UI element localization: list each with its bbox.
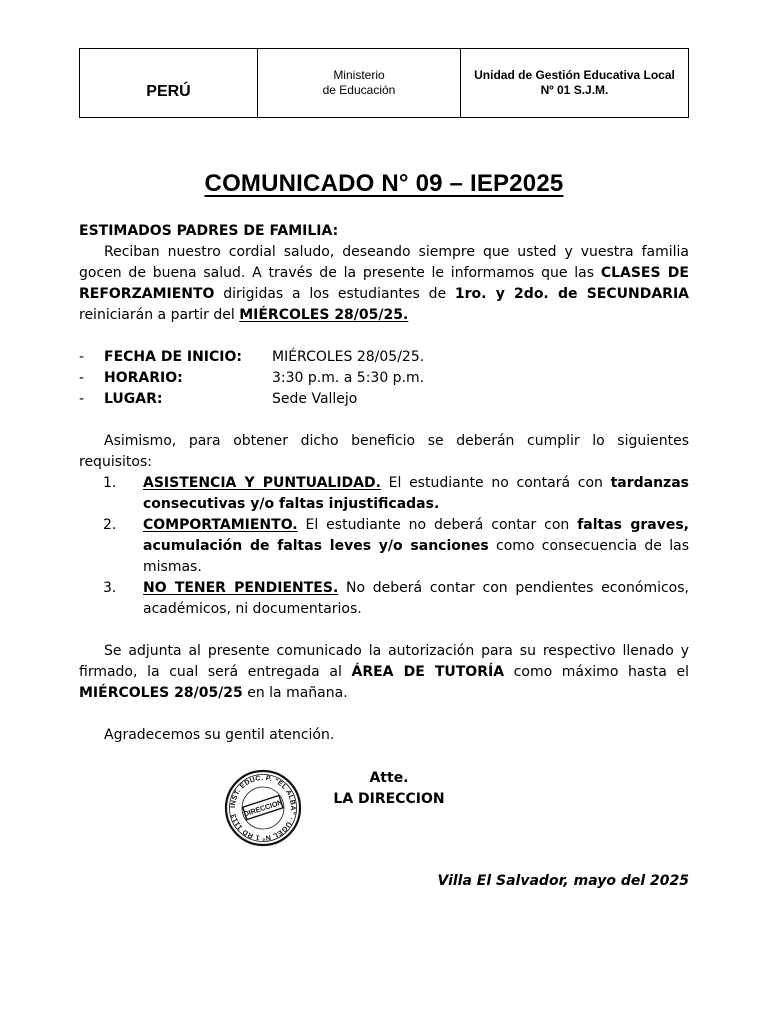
- intro-text-3: reiniciarán a partir del: [79, 307, 240, 323]
- detail-label: LUGAR:: [104, 391, 163, 407]
- requirement-text-1: El estudiante no deberá contar con: [297, 517, 578, 533]
- requirement-heading: ASISTENCIA Y PUNTUALIDAD.: [143, 475, 381, 491]
- detail-dash: -: [79, 391, 85, 407]
- letterhead-country-cell: [80, 49, 257, 117]
- letterhead-unit-line1: Unidad de Gestión Educativa Local: [474, 68, 675, 82]
- salutation: [79, 221, 689, 242]
- requirement-text-2: como consecuencia de las mismas.: [143, 538, 689, 575]
- requirement-item: [79, 578, 689, 620]
- requirement-heading: COMPORTAMIENTO.: [143, 517, 298, 533]
- intro-paragraph: [79, 242, 689, 326]
- closing-text-3: en la mañana.: [242, 685, 348, 701]
- spacer: [79, 326, 689, 347]
- spacer: [79, 704, 689, 725]
- requirement-heading: NO TENER PENDIENTES.: [143, 580, 339, 596]
- detail-row-start-date: [79, 347, 689, 368]
- detail-value: Sede Vallejo: [272, 391, 358, 407]
- requirement-text-1: No deberá contar con pendientes económicos, académicos, ni documentarios.: [143, 580, 689, 617]
- requirement-bold: faltas graves, acumulación de faltas leves y/o sanciones: [143, 517, 689, 554]
- spacer: [79, 410, 689, 431]
- letterhead-ministry-line1: Ministerio: [333, 68, 385, 82]
- requirement-number-cell: [79, 473, 143, 515]
- requirement-text: [143, 578, 689, 620]
- letterhead-ministry-cell: [257, 49, 460, 117]
- closing-text-1: Se adjunta al presente comunicado la autorización para su respectivo llenado y firmado, la cual será entregada al: [79, 643, 689, 680]
- salutation-text: ESTIMADOS PADRES DE FAMILIA:: [79, 223, 339, 239]
- letterhead-ministry-line2: de Educación: [322, 83, 396, 97]
- intro-text-1: Reciban nuestro cordial saludo, deseando siempre que usted y vuestra familia gocen de buena salud. A través de la presente le informamos que las: [79, 244, 689, 281]
- detail-value: 3:30 p.m. a 5:30 p.m.: [272, 370, 425, 386]
- intro-bold-classes: CLASES DE REFORZAMIENTO: [79, 265, 689, 302]
- detail-label: FECHA DE INICIO:: [104, 349, 243, 365]
- seal-ring-text: INST. EDUC. P. "EL ALBA" · UGEL Nº 1 RD 1113: [229, 774, 297, 842]
- signature-atte: Atte.: [369, 770, 409, 786]
- requirement-number: 2.: [103, 517, 117, 533]
- intro-bold-date: MIÉRCOLES 28/05/25.: [239, 307, 409, 323]
- requirement-number-cell: [79, 578, 143, 620]
- requirement-bold: tardanzas consecutivas y/o faltas injustificadas.: [143, 475, 689, 512]
- letterhead-table: [79, 48, 689, 118]
- requirement-text: [143, 515, 689, 578]
- intro-text-2: dirigidas a los estudiantes de: [214, 286, 455, 302]
- detail-label: HORARIO:: [104, 370, 183, 386]
- requirement-item: [79, 515, 689, 578]
- spacer: [79, 620, 689, 641]
- document-title-text: COMUNICADO N° 09 – IEP2025: [204, 170, 564, 197]
- requirement-number: 1.: [103, 475, 117, 491]
- place-and-date: Villa El Salvador, mayo del 2025: [437, 873, 689, 889]
- letterhead-unit-line2: Nº 01 S.J.M.: [540, 83, 609, 97]
- requirements-intro: Asimismo, para obtener dicho beneficio se deberán cumplir lo siguientes requisitos:: [79, 433, 689, 470]
- signature-office: LA DIRECCION: [333, 791, 445, 807]
- signature-block: [223, 768, 463, 848]
- detail-dash: -: [79, 349, 85, 365]
- intro-bold-grades: 1ro. y 2do. de SECUNDARIA: [454, 286, 689, 302]
- detail-dash: -: [79, 370, 85, 386]
- detail-row-schedule: [79, 368, 689, 389]
- requirement-number: 3.: [103, 580, 117, 596]
- signature-text: [329, 768, 449, 810]
- requirement-text-1: El estudiante no contará con: [380, 475, 611, 491]
- document-body: [79, 221, 689, 746]
- document-title: [0, 170, 768, 198]
- requirement-text: [143, 473, 689, 515]
- letterhead-unit-cell: [460, 49, 688, 117]
- detail-value: MIÉRCOLES 28/05/25.: [272, 349, 425, 365]
- requirement-number-cell: [79, 515, 143, 578]
- seal-center-text: DIRECCION: [242, 797, 284, 819]
- closing-bold-area: ÁREA DE TUTORÍA: [351, 664, 505, 680]
- closing-bold-date: MIÉRCOLES 28/05/25: [79, 685, 243, 701]
- thanks-line: Agradecemos su gentil atención.: [104, 727, 335, 743]
- seal-stamp-icon: [223, 768, 303, 848]
- detail-row-place: [79, 389, 689, 410]
- closing-text-2: como máximo hasta el: [504, 664, 689, 680]
- closing-paragraph: [79, 641, 689, 704]
- letterhead-country: PERÚ: [146, 83, 191, 100]
- requirement-item: [79, 473, 689, 515]
- details-list: [79, 347, 689, 410]
